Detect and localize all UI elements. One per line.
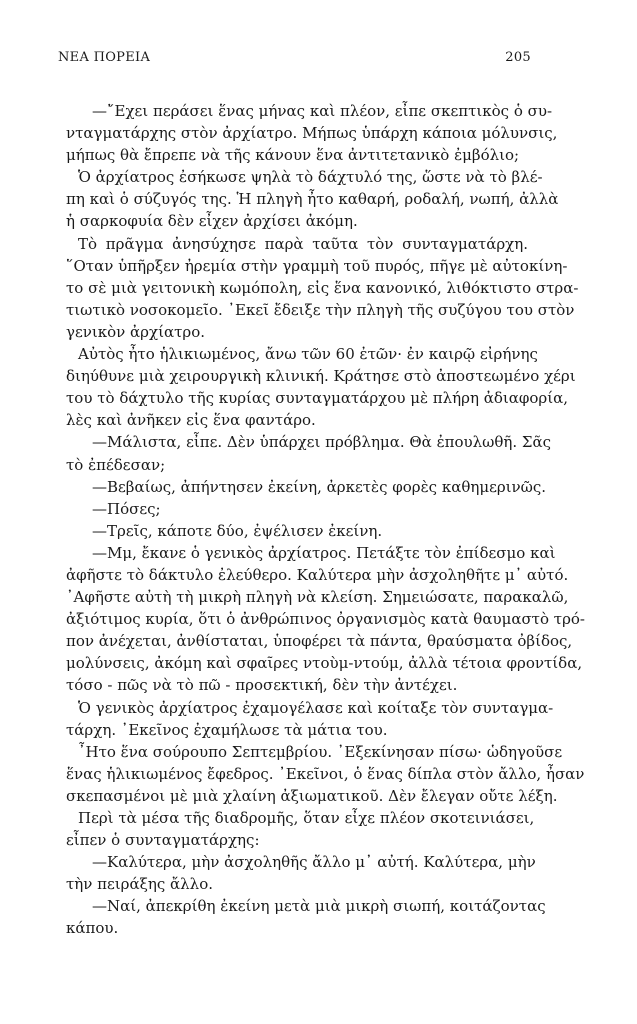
text-line: πη καὶ ὁ σύζυγός της. Ἡ πληγὴ ἦτο καθαρή, ροδαλή, νωπή, ἀλλὰ bbox=[66, 190, 559, 209]
text-line: —Καλύτερα, μὴν ἀσχοληθῆς ἄλλο μ᾿ αὐτή. Καλύτερα, μὴν bbox=[92, 853, 536, 872]
text-line: εἶπεν ὁ συνταγματάρχης: bbox=[66, 831, 260, 850]
text-line: γενικὸν ἀρχίατρο. bbox=[66, 322, 205, 341]
text-line: του τὸ δάχτυλο τῆς κυρίας συνταγματάρχου μὲ πλήρη ἀδιαφορία, bbox=[66, 389, 569, 408]
text-line: ᾿Αφῆστε αὐτὴ τὴ μικρὴ πληγὴ νὰ κλείση. Σημειώσατε, παρακαλῶ, bbox=[66, 588, 569, 607]
text-line: —Βεβαίως, ἀπήντησεν ἐκείνη, ἀρκετὲς φορὲς καθημερινῶς. bbox=[92, 477, 547, 496]
text-line: τόσο - πῶς νὰ τὸ πῶ - προσεκτική, δὲν τὴν ἀντέχει. bbox=[66, 676, 458, 695]
text-line: ῞Οταν ὑπῆρξεν ἠρεμία στὴν γραμμὴ τοῦ πυρός, πῆγε μὲ αὐτοκίνη- bbox=[66, 256, 568, 275]
text-line: το σὲ μιὰ γειτονικὴ κωμόπολη, εἰς ἕνα κανονικό, λιθόκτιστο στρα- bbox=[66, 278, 579, 297]
text-line: λὲς καὶ ἀνῆκεν εἰς ἕνα φαντάρο. bbox=[66, 411, 316, 430]
text-line: πον ἀνέχεται, ἀνθίσταται, ὑποφέρει τὰ πάντα, θραύσματα ὀβίδος, bbox=[66, 632, 573, 651]
text-line: —Τρεῖς, κάποτε δύο, ἐψέλισεν ἐκείνη. bbox=[92, 521, 383, 540]
text-line: Περὶ τὰ μέσα τῆς διαδρομῆς, ὅταν εἶχε πλέον σκοτεινιάσει, bbox=[78, 809, 535, 827]
text-line: τιωτικὸ νοσοκομεῖο. ᾿Εκεῖ ἔδειξε τὴν πληγὴ τῆς συζύγου του στὸν bbox=[66, 300, 575, 319]
body-text bbox=[66, 100, 585, 940]
text-line: κάπου. bbox=[66, 919, 119, 938]
text-line: τὴν πειράξης ἄλλο. bbox=[66, 875, 213, 894]
running-head bbox=[58, 50, 531, 70]
text-line: —Ναί, ἀπεκρίθη ἐκείνη μετὰ μιὰ μικρὴ σιωπή, κοιτάζοντας bbox=[92, 897, 546, 916]
text-line: —Μάλιστα, εἶπε. Δὲν ὑπάρχει πρόβλημα. Θὰ ἐπουλωθῆ. Σᾶς bbox=[92, 433, 552, 452]
text-line: ῏Ητο ἕνα σούρουπο Σεπτεμβρίου. ᾿Εξεκίνησαν πίσω· ὡδηγοῦσε bbox=[78, 742, 563, 761]
text-line: τάρχη. ᾿Εκεῖνος ἐχαμήλωσε τὰ μάτια του. bbox=[66, 720, 388, 739]
running-head-title: ΝΕΑ ΠΟΡΕΙΑ bbox=[58, 50, 151, 65]
text-line: σκεπασμένοι μὲ μιὰ χλαίνη ἀξιωματικοῦ. Δὲν ἔλεγαν οὔτε λέξη. bbox=[66, 786, 558, 805]
page-number: 205 bbox=[505, 50, 531, 65]
text-line: ἡ σαρκοφυία δὲν εἶχεν ἀρχίσει ἀκόμη. bbox=[66, 212, 358, 231]
text-line: —Μμ, ἔκανε ὁ γενικὸς ἀρχίατρος. Πετάξτε τὸν ἐπίδεσμο καὶ bbox=[92, 543, 556, 562]
text-line: μολύνσεις, ἀκόμη καὶ σφαῖρες ντοὺμ-ντούμ, ἀλλὰ τέτοια φροντίδα, bbox=[66, 654, 583, 673]
text-line: Ὁ γενικὸς ἀρχίατρος ἐχαμογέλασε καὶ κοίταξε τὸν συνταγμα- bbox=[78, 698, 554, 717]
text-line: —Πόσες; bbox=[92, 499, 161, 518]
text-line: ἕνας ἡλικιωμένος ἔφεδρος. ᾿Εκεῖνοι, ὁ ἕνας δίπλα στὸν ἄλλο, ἦσαν bbox=[66, 764, 585, 783]
text-line: τὸ ἐπέδεσαν; bbox=[66, 455, 166, 474]
text-line: Ὁ ἀρχίατρος ἐσήκωσε ψηλὰ τὸ δάχτυλό της, ὥστε νὰ τὸ βλέ- bbox=[78, 168, 543, 187]
text-line: διηύθυνε μιὰ χειρουργικὴ κλινική. Κράτησε στὸ ἀποστεωμένο χέρι bbox=[66, 367, 576, 386]
text-line: νταγματάρχης στὸν ἀρχίατρο. Μήπως ὑπάρχη κάποια μόλυνσις, bbox=[66, 124, 558, 143]
text-line: Τὸ πρᾶγμα ἀνησύχησε παρὰ ταῦτα τὸν συνταγματάρχη. bbox=[78, 234, 528, 253]
text-line: ἀφῆστε τὸ δάκτυλο ἐλεύθερο. Καλύτερα μὴν ἀσχοληθῆτε μ᾿ αὐτό. bbox=[66, 565, 569, 584]
text-line: Αὐτὸς ἦτο ἡλικιωμένος, ἄνω τῶν 60 ἐτῶν· ἐν καιρῷ εἰρήνης bbox=[78, 345, 538, 364]
text-line: ἀξιότιμος κυρία, ὅτι ὁ ἀνθρώπινος ὀργανισμὸς κατὰ θαυμαστὸ τρό- bbox=[66, 610, 585, 629]
text-line: —῎Εχει περάσει ἕνας μήνας καὶ πλέον, εἶπε σκεπτικὸς ὁ συ- bbox=[92, 102, 553, 120]
text-line: μήπως θὰ ἔπρεπε νὰ τῆς κάνουν ἕνα ἀντιτετανικὸ ἐμβόλιο; bbox=[66, 146, 520, 165]
